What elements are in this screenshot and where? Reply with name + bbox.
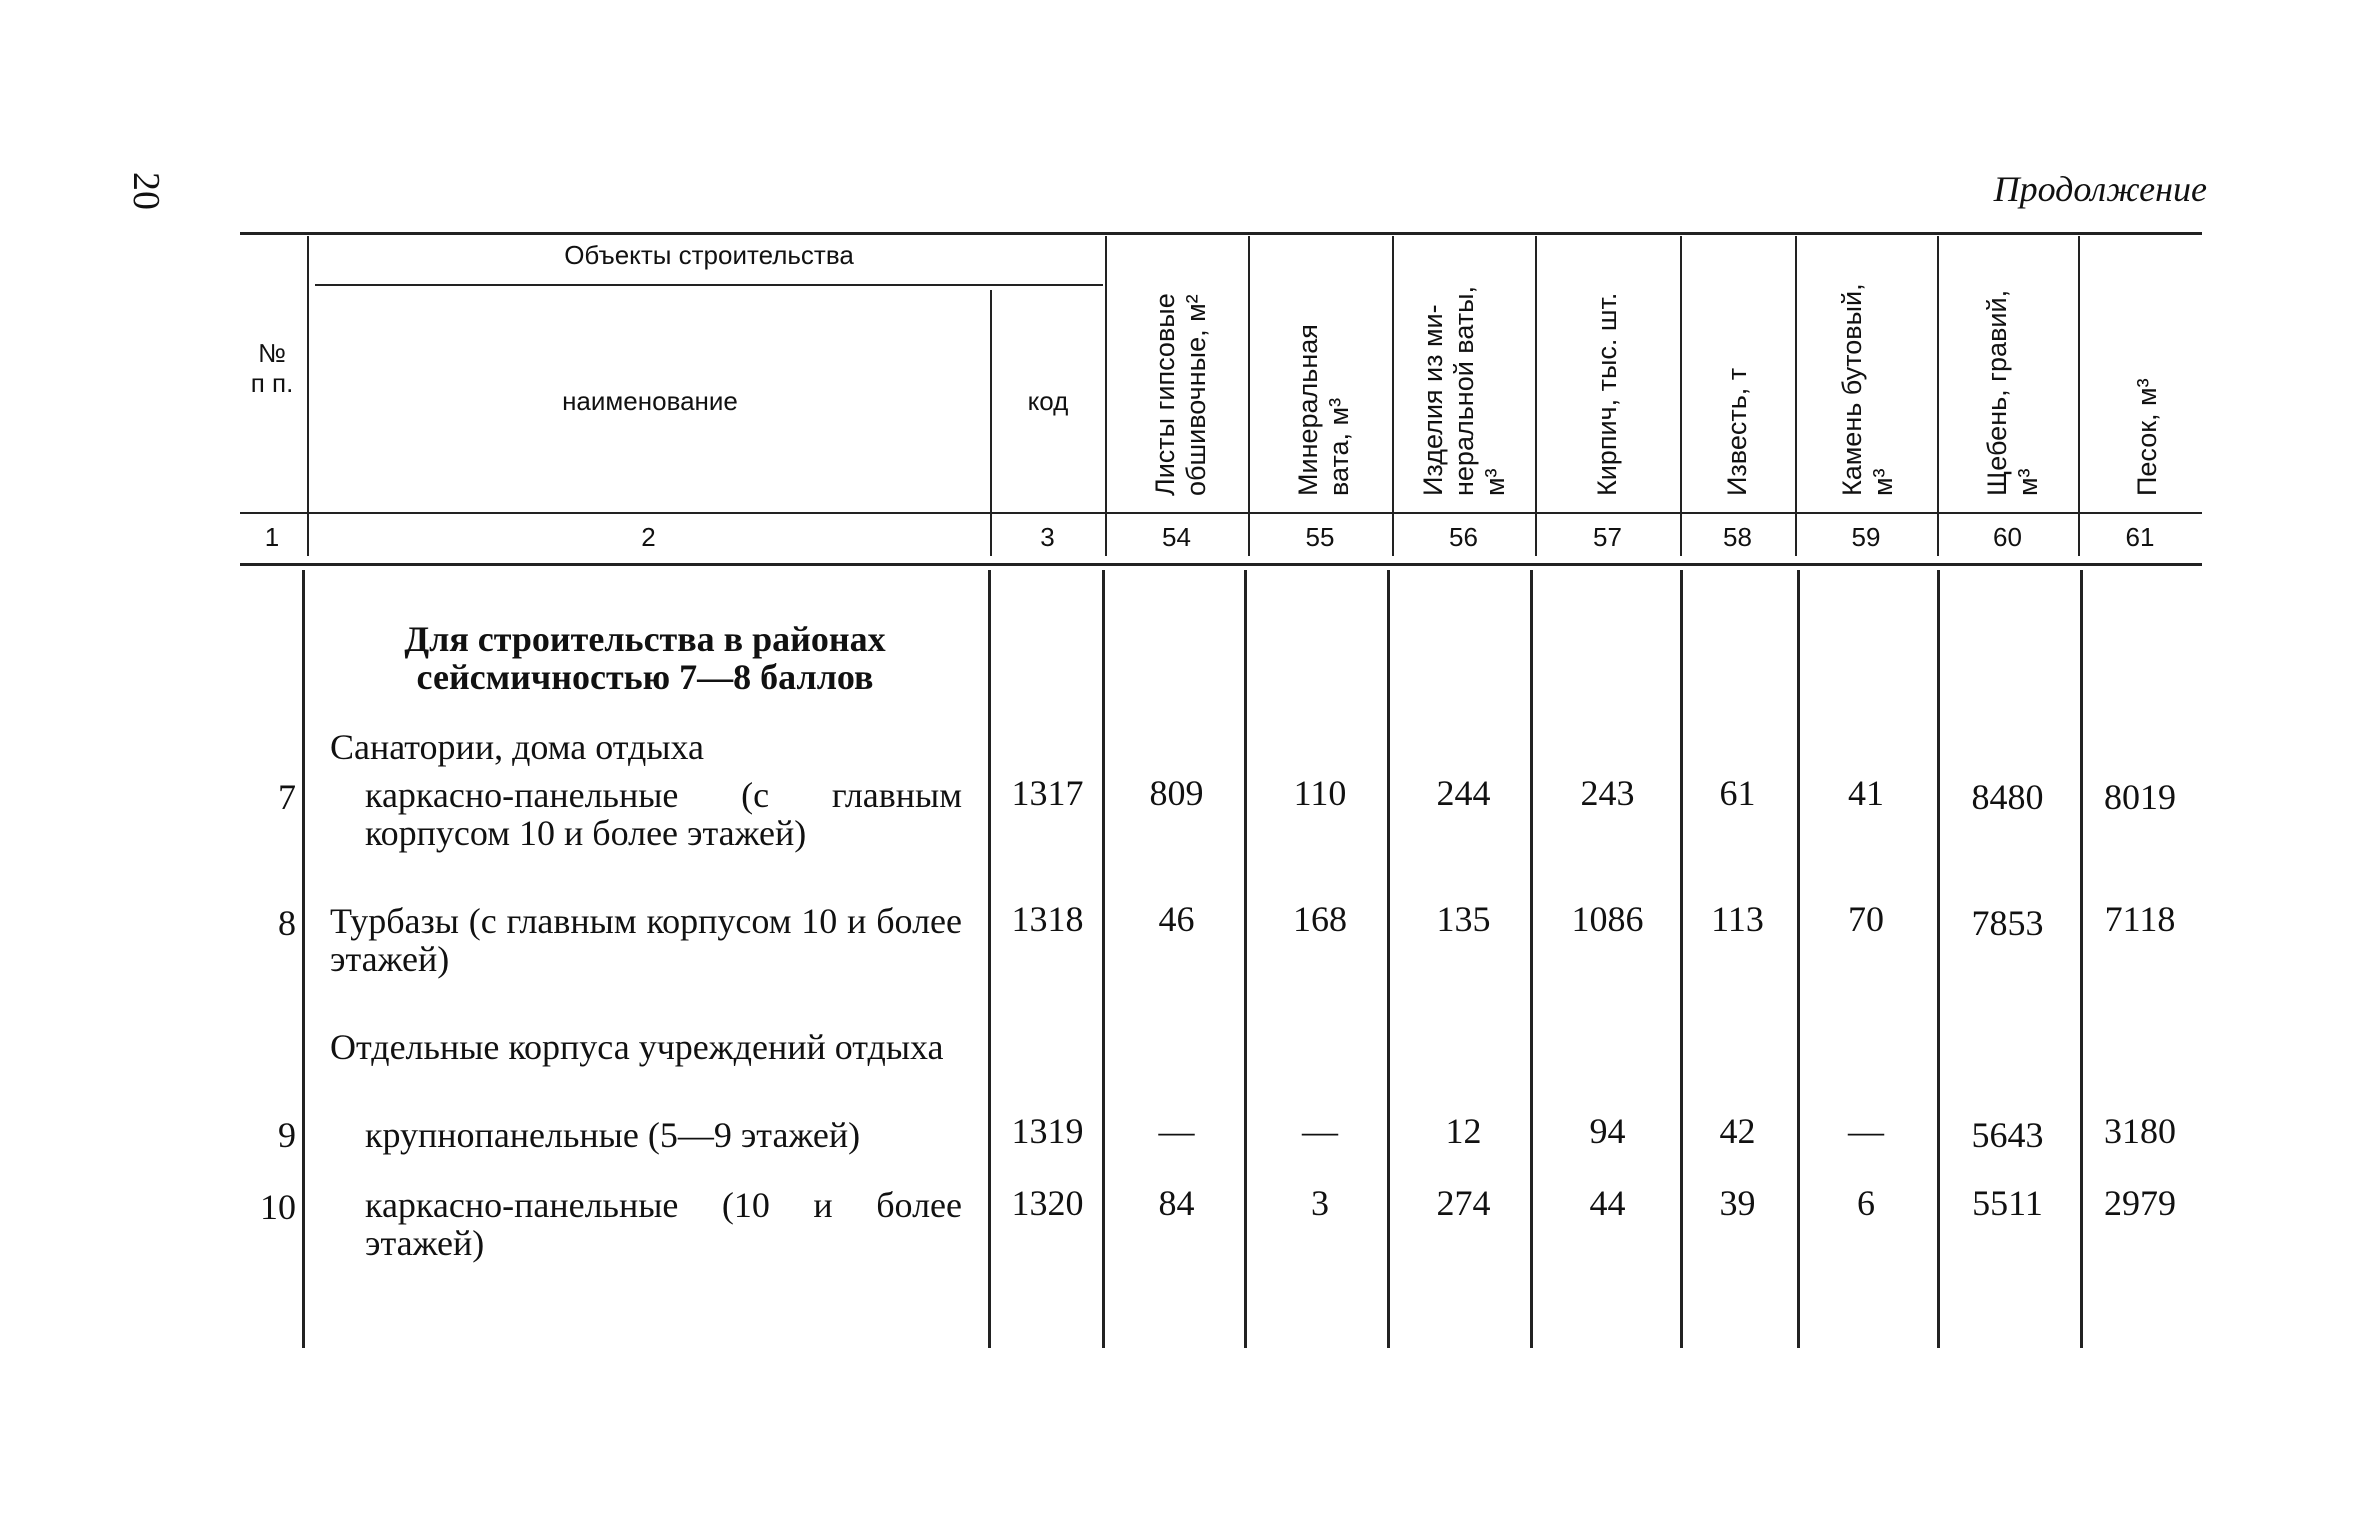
row-value: 3180 [2104,1111,2176,1151]
row-value: 12 [1445,1111,1482,1151]
row-value: 3 [1311,1183,1329,1223]
body-divider [988,570,991,1348]
header-group-label: Объекты строительства [564,240,854,270]
row-name: каркасно-панельные (10 и более этажей) [365,1185,962,1263]
row-value: 8019 [2104,777,2176,817]
column-number: 58 [1723,522,1752,552]
row-value: 39 [1719,1183,1756,1223]
row-value: 61 [1719,773,1756,813]
body-divider [1387,570,1390,1348]
header-divider [1680,236,1682,556]
group-header-rule [315,284,1103,286]
row-value: 5511 [1972,1183,2043,1223]
column-number: 55 [1305,522,1335,552]
row-number: 7 [278,777,296,817]
header-col-lime: Известь, т [1722,367,1752,496]
row-code: 1320 [1011,1183,1084,1223]
row-number: 10 [260,1187,296,1227]
group-label: Отдельные корпуса учреждений отдыха [330,1027,944,1067]
row-value: — [1302,1111,1338,1151]
row-value: 46 [1158,899,1195,939]
body-divider [2080,570,2083,1348]
column-number: 2 [641,522,656,552]
row-value: 44 [1589,1183,1626,1223]
header-bottom-rule [240,512,2202,514]
header-col-gypsum: Листы гипсовые обшивочные, м² [1150,293,1211,496]
row-value: 244 [1436,773,1491,813]
row-value: 809 [1149,773,1204,813]
header-divider [2078,236,2080,556]
header-col-gravel: Щебень, гравий, м³ [1982,289,2043,496]
header-divider [1937,236,1939,556]
row-value: 274 [1436,1183,1491,1223]
header-no-label: № п п. [250,338,294,398]
header-col-wool-products: Изделия из ми- неральной ваты, м³ [1418,285,1510,496]
column-number: 60 [1993,522,2022,552]
row-number: 9 [278,1115,296,1155]
row-value: 41 [1848,773,1884,813]
row-value: — [1848,1111,1884,1151]
body-divider [1102,570,1105,1348]
header-divider [1795,236,1797,556]
row-value: 113 [1711,899,1764,939]
row-value: 243 [1580,773,1635,813]
row-value: 135 [1436,899,1491,939]
header-name-label: наименование [562,386,738,416]
row-value: 70 [1848,899,1884,939]
column-number: 56 [1449,522,1478,552]
row-value: 42 [1719,1111,1756,1151]
header-divider [1535,236,1537,556]
column-number: 1 [264,522,280,552]
row-value: 7118 [2104,899,2176,939]
row-code: 1318 [1011,899,1084,939]
header-col-sand: Песок, м³ [2132,378,2162,496]
header-divider [307,236,309,556]
body-divider [302,570,305,1348]
row-value: 2979 [2104,1183,2176,1223]
header-divider [1248,236,1250,556]
page-number: 20 [125,172,167,210]
row-value: 7853 [1971,903,2044,943]
header-divider [1392,236,1394,556]
body-divider [1244,570,1247,1348]
group-label: Санатории, дома отдыха [330,727,705,767]
body-divider [1797,570,1800,1348]
header-code-label: код [1027,386,1069,416]
row-value: — [1158,1111,1195,1151]
row-value: 1086 [1571,899,1644,939]
column-number: 3 [1040,522,1055,552]
row-value: 94 [1589,1111,1626,1151]
row-value: 6 [1857,1183,1875,1223]
column-number: 54 [1162,522,1191,552]
row-name: каркасно-панельные (с главным корпусом 10 и более этажей) [365,775,962,853]
row-value: 84 [1158,1183,1195,1223]
body-divider [1937,570,1940,1348]
header-col-brick: Кирпич, тыс. шт. [1592,292,1622,496]
header-divider [990,290,992,556]
section-title: Для строительства в районах сейсмичностью 7—8 баллов [404,619,886,697]
column-numbers-rule [240,563,2202,566]
row-value: 8480 [1971,777,2044,817]
row-value: 110 [1293,773,1347,813]
table-top-rule [240,232,2202,235]
row-value: 5643 [1971,1115,2044,1155]
header-col-mineral-wool: Минеральная вата, м³ [1293,324,1354,496]
row-code: 1319 [1011,1111,1084,1151]
header-divider [1105,236,1107,556]
row-number: 8 [278,903,296,943]
row-name: Турбазы (с главным корпусом 10 и более этажей) [330,901,962,979]
body-divider [1680,570,1683,1348]
column-number: 57 [1593,522,1622,552]
continuation-label: Продолжение [1993,169,2207,209]
column-number: 61 [2125,522,2155,552]
row-code: 1317 [1011,773,1084,813]
row-name: крупнопанельные (5—9 этажей) [365,1115,861,1155]
row-value: 168 [1293,899,1347,939]
column-number: 59 [1851,522,1881,552]
body-divider [1530,570,1533,1348]
header-col-rubble-stone: Камень бутовый, м³ [1837,283,1898,496]
